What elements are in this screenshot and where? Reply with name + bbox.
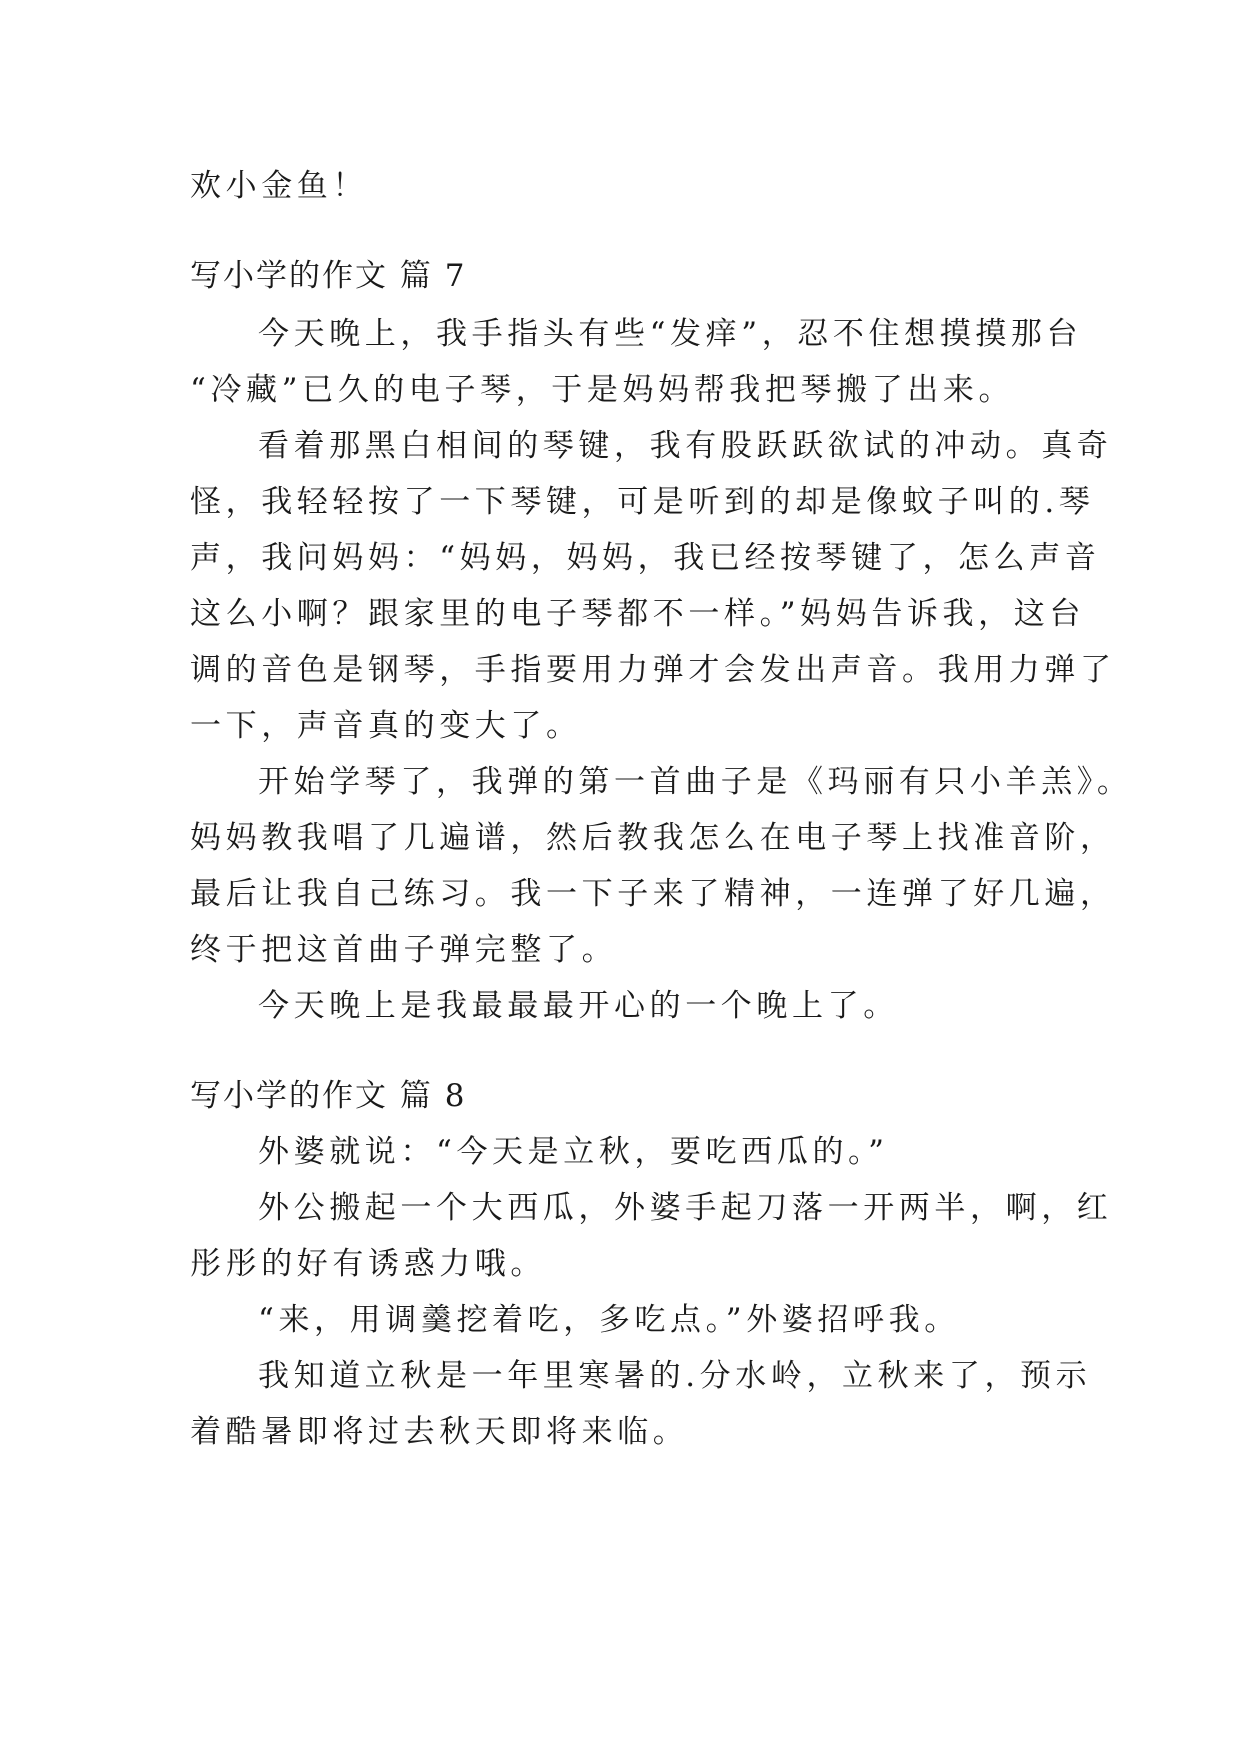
text-line: 着酷暑即将过去秋天即将来临。 bbox=[190, 1414, 689, 1450]
text-line: “来，用调羹挖着吃，多吃点。”外婆招呼我。 bbox=[258, 1302, 960, 1338]
section-heading: 写小学的作文 篇 8 bbox=[190, 1078, 467, 1114]
text-line: 妈妈教我唱了几遍谱，然后教我怎么在电子琴上找准音阶， bbox=[190, 820, 1116, 856]
text-line: 看着那黑白相间的琴键，我有股跃跃欲试的冲动。真奇 bbox=[258, 428, 1113, 464]
text-line: 终于把这首曲子弹完整了。 bbox=[190, 932, 618, 968]
section-heading: 写小学的作文 篇 7 bbox=[190, 258, 467, 294]
text-line: “冷藏”已久的电子琴，于是妈妈帮我把琴搬了出来。 bbox=[190, 372, 1015, 408]
text-line: 彤彤的好有诱惑力哦。 bbox=[190, 1246, 546, 1282]
text-line: 外公搬起一个大西瓜，外婆手起刀落一开两半，啊，红 bbox=[258, 1190, 1113, 1226]
text-line: 开始学琴了，我弹的第一首曲子是《玛丽有只小羊羔》。 bbox=[258, 764, 1133, 800]
text-line: 今天晚上是我最最最开心的一个晚上了。 bbox=[258, 988, 899, 1024]
text-line: 一下，声音真的变大了。 bbox=[190, 708, 582, 744]
text-line: 最后让我自己练习。我一下子来了精神，一连弹了好几遍， bbox=[190, 876, 1116, 912]
text-line: 调的音色是钢琴，手指要用力弹才会发出声音。我用力弹了 bbox=[190, 652, 1116, 688]
text-line: 欢小金鱼！ bbox=[190, 168, 368, 204]
text-line: 声，我问妈妈：“妈妈，妈妈，我已经按琴键了，怎么声音 bbox=[190, 540, 1101, 576]
text-line: 怪，我轻轻按了一下琴键，可是听到的却是像蚊子叫的.琴 bbox=[190, 484, 1095, 520]
text-line: 今天晚上，我手指头有些“发痒”，忍不住想摸摸那台 bbox=[258, 316, 1083, 352]
text-line: 这么小啊？跟家里的电子琴都不一样。”妈妈告诉我，这台 bbox=[190, 596, 1085, 632]
text-line: 我知道立秋是一年里寒暑的.分水岭，立秋来了，预示 bbox=[258, 1358, 1092, 1394]
text-line: 外婆就说：“今天是立秋，要吃西瓜的。” bbox=[258, 1134, 889, 1170]
